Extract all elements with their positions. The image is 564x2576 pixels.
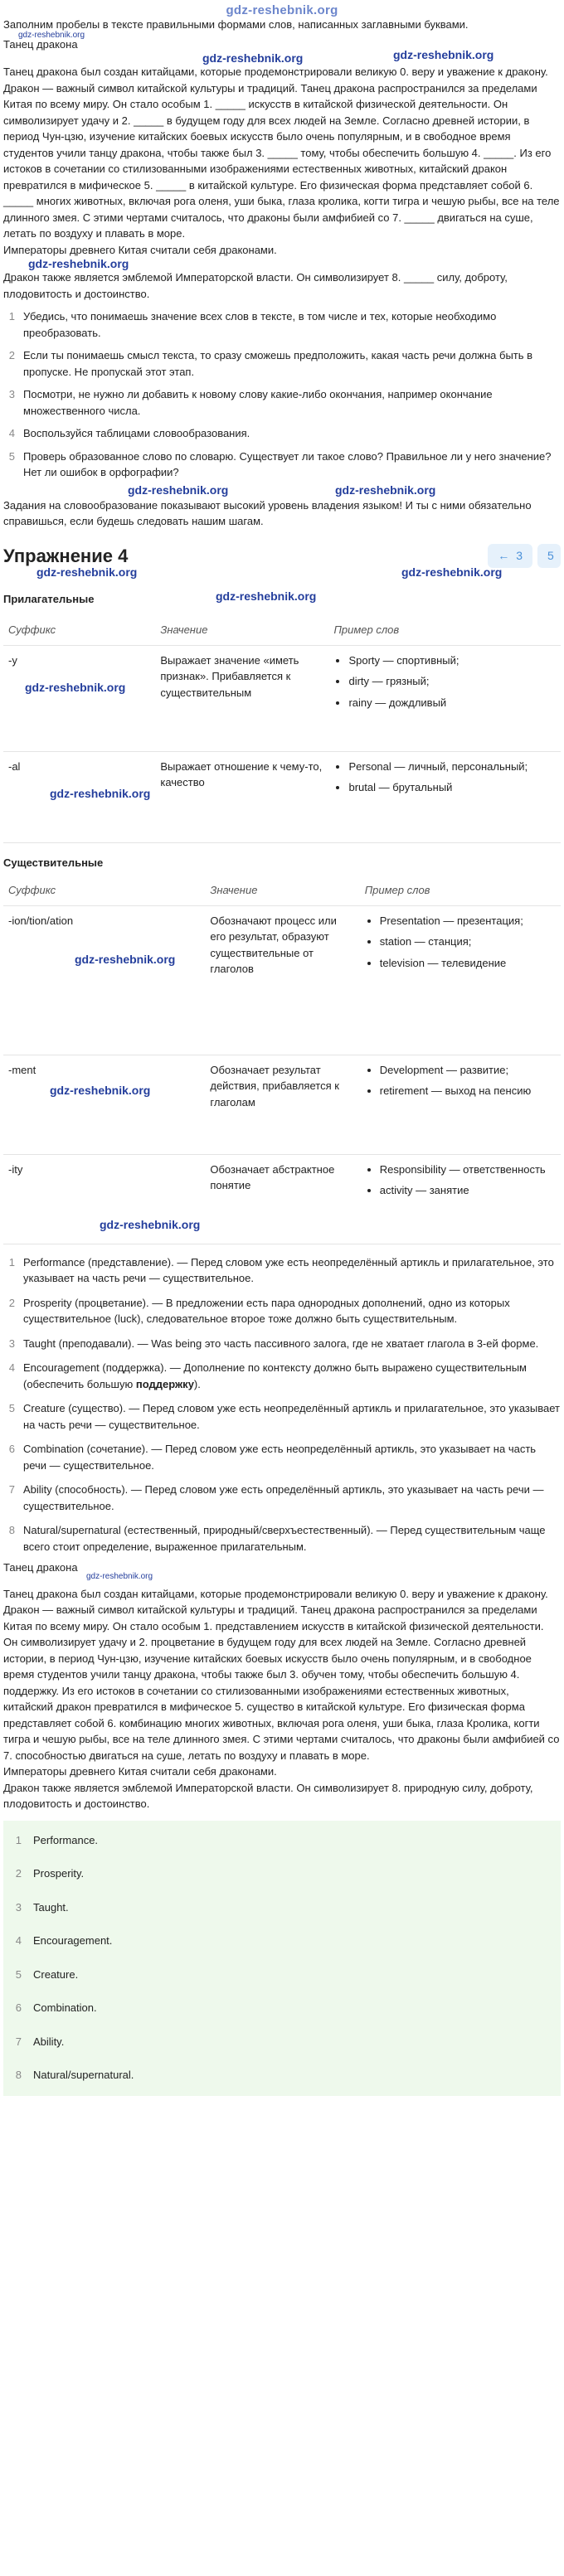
watermark: gdz-reshebnik.org [75,953,176,966]
list-item [3,1991,561,2025]
step-text: Воспользуйся таблицами словообразования. [23,427,250,439]
next-exercise-button[interactable] [537,544,561,568]
examples-cell [360,905,561,1055]
answer-text: Natural/supernatural. [33,2069,134,2081]
answers-block [3,1821,561,2096]
explanation-number: 3 [8,1337,15,1350]
suffix-cell: -ity gdz-reshebnik.org [3,1154,205,1244]
exercise-nav [488,544,561,568]
explanation-text: Performance (представление). — Перед словом уже есть неопределённый артикль и прилагательное, это указывает на часть речи — существительное. [23,1255,554,1284]
list-item [3,307,561,346]
column-header: Пример слов [360,876,561,905]
steps-list [3,302,561,489]
example-item: • brutal — брутальный [348,779,556,796]
answer-number: 7 [15,2035,22,2048]
step-text: Проверь образованное слово по словарю. Существует ли такое слово? Правильное ли у него значение? Нет ли ошибок в орфографии? [23,449,552,478]
explanation-number: 5 [8,1402,15,1414]
list-item [3,1356,561,1397]
column-header: Значение [205,876,359,905]
explanation-text: Prosperity (процветание). — В предложении есть пара однородных дополнений, одно из которых существительное (luck), следовательное второе тоже должно быть существительным. [23,1296,510,1325]
step-number: 5 [8,449,15,463]
step-text: Если ты понимаешь смысл текста, то сразу сможешь предположить, какая часть речи должна быть в пропуске. Не пропускай этот этап. [23,349,533,378]
step-number: 3 [8,388,15,400]
list-item [3,1251,561,1292]
column-header: Суффикс [3,876,205,905]
watermark: gdz-reshebnik.org [50,787,151,800]
meaning-cell: Выражает значение «иметь признак». Прибавляется к существительным [155,645,328,751]
answer-number: 4 [15,1934,22,1947]
meaning-cell: Обозначают процесс или его результат, образуют существительные от глаголов [205,905,359,1055]
meaning-cell: Обозначает абстрактное понятие [205,1154,359,1244]
watermark: gdz-reshebnik.org [36,565,138,579]
task-instruction: Заполним пробелы в тексте правильными формами слов, написанных заглавными буквами. [3,18,469,31]
list-item [3,1824,561,1858]
column-header: Суффикс [3,615,155,645]
watermark: gdz-reshebnik.org [128,483,229,497]
suffix-cell: -al gdz-reshebnik.org [3,751,155,842]
watermark: gdz-reshebnik.org [100,1218,201,1231]
example-item: • Development — развитие; [380,1062,556,1079]
list-item [3,424,561,447]
example-item: • Presentation — презентация; [380,913,556,929]
list-item [3,1857,561,1891]
examples-cell [328,751,561,842]
closing-text: Задания на словообразование показывают высокий уровень владения языком! И ты с ними обязательно справишься, если будешь следовать нашим шагам. [3,498,532,527]
list-item [3,2059,561,2093]
prev-exercise-button[interactable] [488,544,532,568]
watermark: gdz-reshebnik.org [50,1084,151,1097]
arrow-left-icon: ← [498,549,510,562]
explanation-text: Ability (способность). — Перед словом уже есть определённый артикль, это указывает на часть речи — существительное. [23,1483,544,1512]
example-item: • television — телевидение [380,955,556,972]
example-item: • Responsibility — ответственность [380,1162,556,1178]
examples-cell [328,645,561,751]
watermark: gdz-reshebnik.org [401,565,503,579]
task-text [3,17,561,302]
watermark: gdz-reshebnik.org [25,681,126,694]
explanations-list [3,1251,561,1560]
answer-number: 5 [15,1967,22,1981]
examples-cell [360,1154,561,1244]
prev-exercise-label: 3 [516,549,523,562]
answer-text: Creature. [33,1967,79,1981]
filled-text [3,1560,561,1812]
suffix-cell: -ion/tion/ation gdz-reshebnik.org [3,905,205,1055]
nouns-table [3,876,561,1244]
step-number: 4 [8,427,15,439]
site-header [3,0,561,17]
table-row [3,1055,561,1154]
table-row [3,645,561,751]
text-paragraph: Танец дракона был создан китайцами, которые продемонстрировали великую 0. веру и уважение к дракону. Дракон — важный символ китайской культуры и традиций. Танец дракона распространился за пределами Китая по всему миру. Он стало особым 1. представлением искусств в китайской физической деятельности. Он символизирует удачу и 2. процветание в будущем году для всех людей на Земле. Согласно древней истории, в период Чун-цзю, изучение китайских боевых искусств было очень популярным, и в свободное время студентов учили танцу дракона, чтобы также был 3. обучен тому, чтобы обеспечить большую 4. поддержку. Из его истоков в сочетании со стилизованными изображениями естественных животных, китайский дракон превратился в мифическое 5. существо в китайской культуре. Его физическая форма представляет собой 6. комбинацию многих животных, включая рога оленя, уши быка, глаза Кролика, когти тигра и чешую рыбы, все на теле длинного змея. С этими чертами считалось, что драконы были амфибией со 7. способностью двигаться на суше, летать по воздуху и плавать в море. [3,1587,560,1762]
site-logo[interactable]: gdz-reshebnik.org [226,3,338,17]
text-title: Танец дракона [3,37,78,51]
table-header-row [3,615,561,645]
explanation-number: 8 [8,1524,15,1536]
answer-text: Combination. [33,2001,97,2014]
list-item [3,1958,561,1992]
step-number: 2 [8,349,15,361]
answer-text: Prosperity. [33,1867,85,1880]
list-item [3,1924,561,1958]
step-text: Убедись, что понимаешь значение всех слов в тексте, в том числе и тех, которые необходимо преобразовать. [23,310,497,339]
suffix-cell: -ment gdz-reshebnik.org [3,1055,205,1154]
example-item: • retirement — выход на пенсию [380,1083,556,1099]
answers-list [3,1824,561,2093]
text-paragraph: Танец дракона был создан китайцами, которые продемонстрировали великую 0. веру и уважение к дракону. Дракон — важный символ китайской культуры и традиций. Танец дракона распространился за пределами Китая по всему миру. Он стало особым 1. _____ искусств в китайской физической деятельности. Он символизирует удачу и 2. _____ в будущем году для всех людей на Земле. Согласно древней истории, в период Чун-цзю, изучение китайских боевых искусств было очень популярным, и в свободное время студентов учили танцу дракона, чтобы также был 3. _____ тому, чтобы обеспечить большую 4. _____. Из его истоков в сочетании со стилизованными изображениями естественных животных, китайский дракон превратился в мифическое 5. _____ в китайской культуре. Его физическая форма представляет собой 6. _____ многих животных, включая рога оленя, уши быка, глаза кролика, когти тигра и чешую рыбы, все на теле длинного змея. С этими чертами считалось, что драконы были амфибией со 7. _____ двигаться на суше, летать по воздуху и плавать в море. [3,65,560,240]
answer-number: 8 [15,2069,22,2081]
answer-text: Ability. [33,2035,65,2048]
nouns-section-title: Существительные [3,856,104,869]
table-row [3,905,561,1055]
list-item [3,1332,561,1357]
list-item [3,1438,561,1478]
watermark: gdz-reshebnik.org [202,51,304,65]
step-number: 1 [8,310,15,323]
list-item [3,1397,561,1438]
table-row [3,751,561,842]
explanation-text: Encouragement (поддержка). — Дополнение по контексту должно быть выражено существительным (обеспечить большую поддержку). [23,1361,527,1390]
example-item: • dirty — грязный; [348,673,556,690]
list-item [3,346,561,385]
example-item: • rainy — дождливый [348,695,556,711]
column-header: Пример слов [328,615,561,645]
explanation-number: 7 [8,1483,15,1496]
watermark: gdz-reshebnik.org [86,1571,153,1581]
answer-text: Taught. [33,1900,69,1914]
step-text: Посмотри, не нужно ли добавить к новому слову какие-либо окончания, например окончание множественного числа. [23,388,493,417]
watermark: gdz-reshebnik.org [28,257,129,270]
suffix-cell: -y gdz-reshebnik.org [3,645,155,751]
watermark: gdz-reshebnik.org [335,483,436,497]
column-header: Значение [155,615,328,645]
explanation-text: Taught (преподавали). — Was being это часть пассивного залога, где не хватает глагола в 3-ей форме. [23,1337,539,1350]
text-paragraph: Императоры древнего Китая считали себя драконами. [3,1765,277,1778]
watermark: gdz-reshebnik.org [216,589,317,603]
answer-number: 2 [15,1867,22,1880]
next-exercise-label: 5 [547,549,554,562]
exercise-title: Упражнение 4 [3,546,129,566]
explanation-number: 4 [8,1361,15,1374]
adjectives-table [3,615,561,843]
watermark: gdz-reshebnik.org [393,48,494,61]
answer-number: 1 [15,1833,22,1846]
meaning-cell: Обозначает результат действия, прибавляется к глаголам [205,1055,359,1154]
explanation-text: Creature (существо). — Перед словом уже есть неопределённый артикль и прилагательное, это указывает на часть речи — существительное. [23,1402,560,1431]
answer-text: Encouragement. [33,1934,113,1947]
example-item: • Sporty — спортивный; [348,652,556,669]
table-header-row [3,876,561,905]
list-item [3,1292,561,1332]
list-item [3,1891,561,1925]
list-item [3,1519,561,1560]
explanation-number: 2 [8,1296,15,1309]
bold-word: поддержку [135,1377,194,1390]
list-item [3,447,561,486]
example-item: • activity — занятие [380,1182,556,1199]
example-item: • station — станция; [380,934,556,950]
text-paragraph: Дракон также является эмблемой Императорской власти. Он символизирует 8. _____ силу, доброту, плодовитость и достоинство. [3,271,508,300]
meaning-cell: Выражает отношение к чему-то, качество [155,751,328,842]
list-item [3,385,561,424]
explanation-text: Natural/supernatural (естественный, природный/сверхъестественный). — Перед существительным чаще всего стоит определение, выраженное прилагательным. [23,1524,546,1553]
answer-text: Performance. [33,1833,99,1846]
table-row [3,1154,561,1244]
answer-number: 3 [15,1900,22,1914]
text-paragraph: Императоры древнего Китая считали себя драконами. [3,243,277,256]
explanation-number: 1 [8,1255,15,1269]
adjectives-section-title: Прилагательные [3,592,95,605]
text-paragraph: Дракон также является эмблемой Императорской власти. Он символизирует 8. природную силу, доброту, плодовитость и достоинство. [3,1781,533,1810]
example-item: • Personal — личный, персональный; [348,759,556,775]
answer-number: 6 [15,2001,22,2014]
explanation-text: Combination (сочетание). — Перед словом уже есть неопределённый артикль, это указывает на часть речи — существительное. [23,1443,537,1472]
list-item [3,1478,561,1519]
explanation-number: 6 [8,1443,15,1455]
list-item [3,2025,561,2059]
watermark: gdz-reshebnik.org [18,30,85,40]
text-title: Танец дракона [3,1561,78,1574]
examples-cell [360,1055,561,1154]
